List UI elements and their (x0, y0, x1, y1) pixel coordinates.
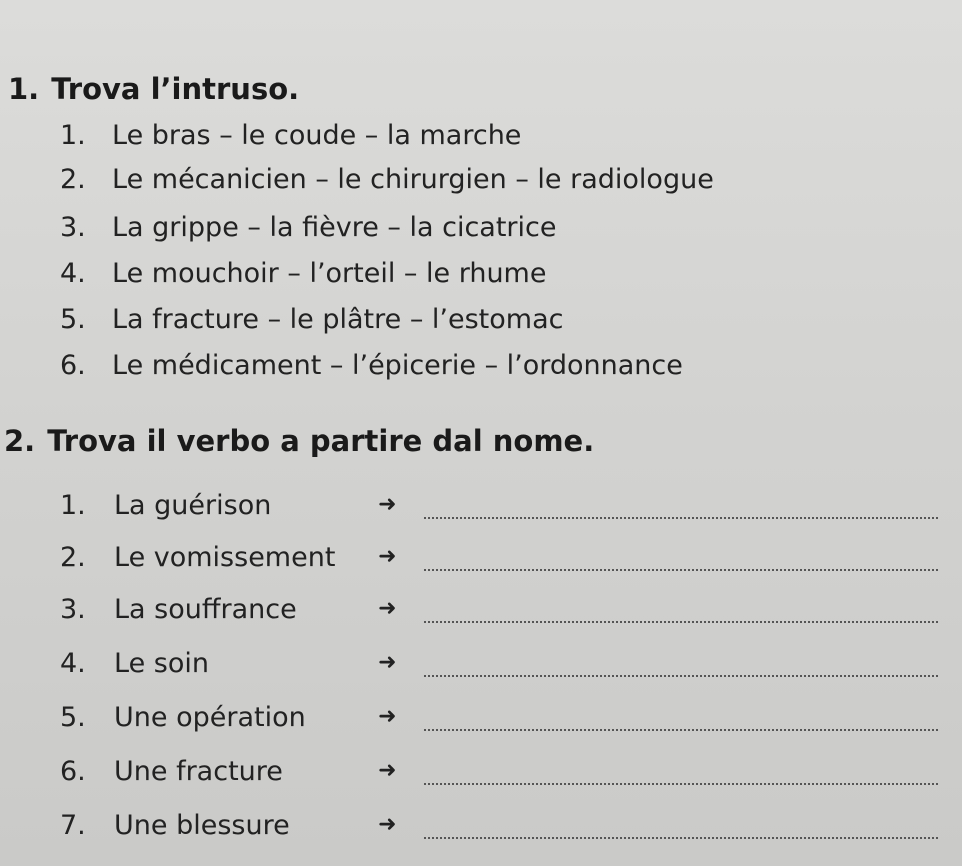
arrow-right-icon: ➜ (378, 812, 397, 837)
answer-blank[interactable] (424, 783, 938, 785)
exercise-2-row (60, 542, 940, 582)
item-number: 4. (60, 258, 86, 289)
arrow-right-icon: ➜ (378, 492, 397, 517)
exercise-1-item (60, 212, 557, 243)
noun-label: Une fracture (114, 756, 283, 787)
item-number: 6. (60, 756, 86, 787)
exercise-2-title-text: Trova il verbo a partire dal nome. (47, 424, 595, 458)
exercise-2-row (60, 810, 940, 850)
exercise-2-row (60, 648, 940, 688)
item-text: Le bras – le coude – la marche (112, 120, 522, 151)
exercise-1-item (60, 350, 683, 381)
exercise-2-title (4, 424, 594, 458)
exercise-1-item (60, 120, 521, 151)
answer-blank[interactable] (424, 517, 938, 519)
item-text: Le mouchoir – l’orteil – le rhume (112, 258, 547, 289)
item-number: 6. (60, 350, 86, 381)
noun-label: Le soin (114, 648, 209, 679)
exercise-2-number: 2. (4, 424, 36, 458)
exercise-1-title-text: Trova l’intruso. (51, 72, 300, 106)
item-number: 5. (60, 702, 86, 733)
arrow-right-icon: ➜ (378, 650, 397, 675)
noun-label: Une blessure (114, 810, 290, 841)
exercise-1-item (60, 164, 714, 195)
exercise-2-row (60, 490, 940, 530)
arrow-right-icon: ➜ (378, 758, 397, 783)
arrow-right-icon: ➜ (378, 596, 397, 621)
exercise-2-row (60, 594, 940, 634)
exercise-1-number: 1. (8, 72, 40, 106)
item-number: 4. (60, 648, 86, 679)
answer-blank[interactable] (424, 675, 938, 677)
item-number: 1. (60, 490, 86, 521)
answer-blank[interactable] (424, 837, 938, 839)
item-number: 2. (60, 164, 86, 195)
noun-label: La souffrance (114, 594, 297, 625)
answer-blank[interactable] (424, 621, 938, 623)
item-text: Le mécanicien – le chirurgien – le radiologue (112, 164, 714, 195)
noun-label: Une opération (114, 702, 306, 733)
item-number: 2. (60, 542, 86, 573)
exercise-1-item (60, 304, 563, 335)
noun-label: La guérison (114, 490, 272, 521)
item-text: La fracture – le plâtre – l’estomac (112, 304, 564, 335)
item-number: 5. (60, 304, 86, 335)
arrow-right-icon: ➜ (378, 704, 397, 729)
item-number: 1. (60, 120, 86, 151)
item-number: 7. (60, 810, 86, 841)
exercise-1-title (8, 72, 299, 106)
item-number: 3. (60, 594, 86, 625)
item-text: Le médicament – l’épicerie – l’ordonnance (112, 350, 683, 381)
exercise-2-row (60, 756, 940, 796)
item-number: 3. (60, 212, 86, 243)
noun-label: Le vomissement (114, 542, 336, 573)
exercise-1-item (60, 258, 546, 289)
answer-blank[interactable] (424, 569, 938, 571)
arrow-right-icon: ➜ (378, 544, 397, 569)
item-text: La grippe – la fièvre – la cicatrice (112, 212, 557, 243)
answer-blank[interactable] (424, 729, 938, 731)
exercise-2-row (60, 702, 940, 742)
